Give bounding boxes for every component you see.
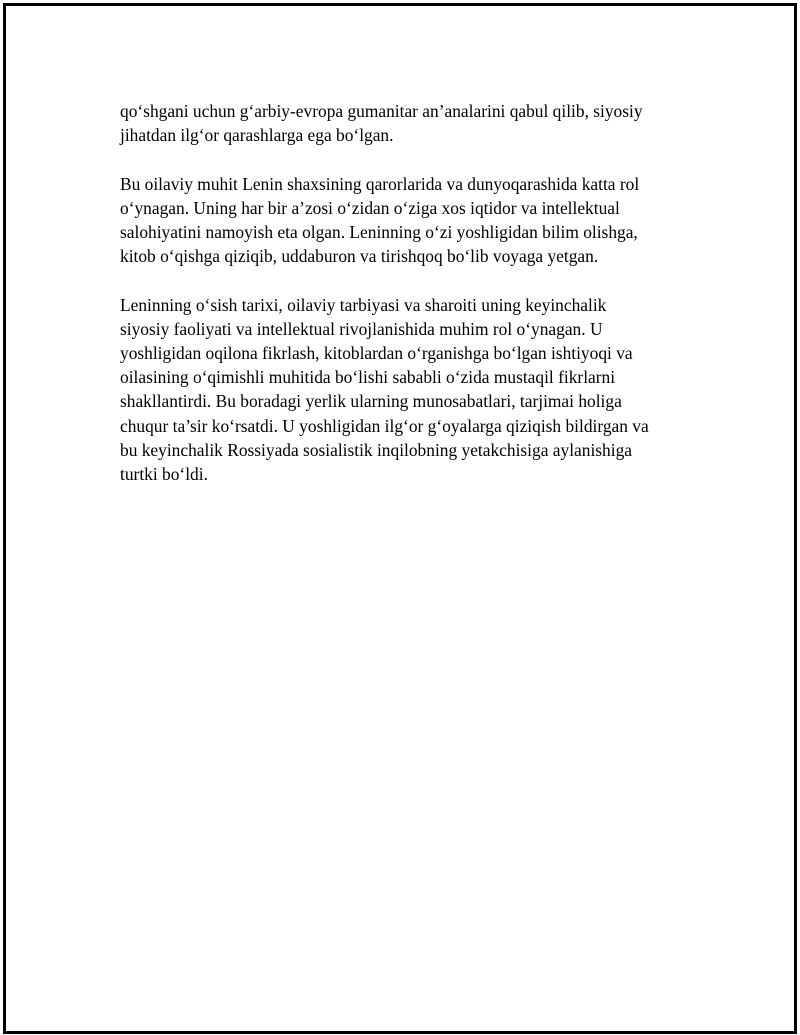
paragraph-3: Leninning o‘sish tarixi, oilaviy tarbiyasi va sharoiti uning keyinchalik siyosiy faoliyati va intellektual rivojlanishida muhim rol o‘ynagan. U yoshligidan oqilona fikrlash, kitoblardan o‘rganishga bo‘lgan ishtiyoqi va oilasining o‘qimishli muhitida bo‘lishi sababli o‘zida mustaqil fikrlarni shakllantirdi. Bu boradagi yerlik ularning munosabatlari, tarjimai holiga chuqur ta’sir ko‘rsatdi. U yoshligidan ilg‘or g‘oyalarga qiziqish bildirgan va bu keyinchalik Rossiyada sosialistik inqilobning yetakchisiga aylanishiga turtki bo‘ldi. (120, 294, 649, 485)
document-page (3, 3, 797, 1034)
paragraph-1: qo‘shgani uchun g‘arbiy-evropa gumanitar an’analarini qabul qilib, siyosiy jihatdan ilg‘or qarashlarga ega bo‘lgan. (120, 101, 643, 146)
paragraph-2: Bu oilaviy muhit Lenin shaxsining qarorlarida va dunyoqarashida katta rol o‘ynagan. Uning har bir a’zosi o‘zidan o‘ziga xos iqtidor va intellektual salohiyatini namoyish eta olgan. Leninning o‘zi yoshligidan bilim olishga, kitob o‘qishga qiziqib, uddaburon va tirishqoq bo‘lib voyaga yetgan. (120, 173, 640, 267)
document-body (120, 99, 690, 510)
